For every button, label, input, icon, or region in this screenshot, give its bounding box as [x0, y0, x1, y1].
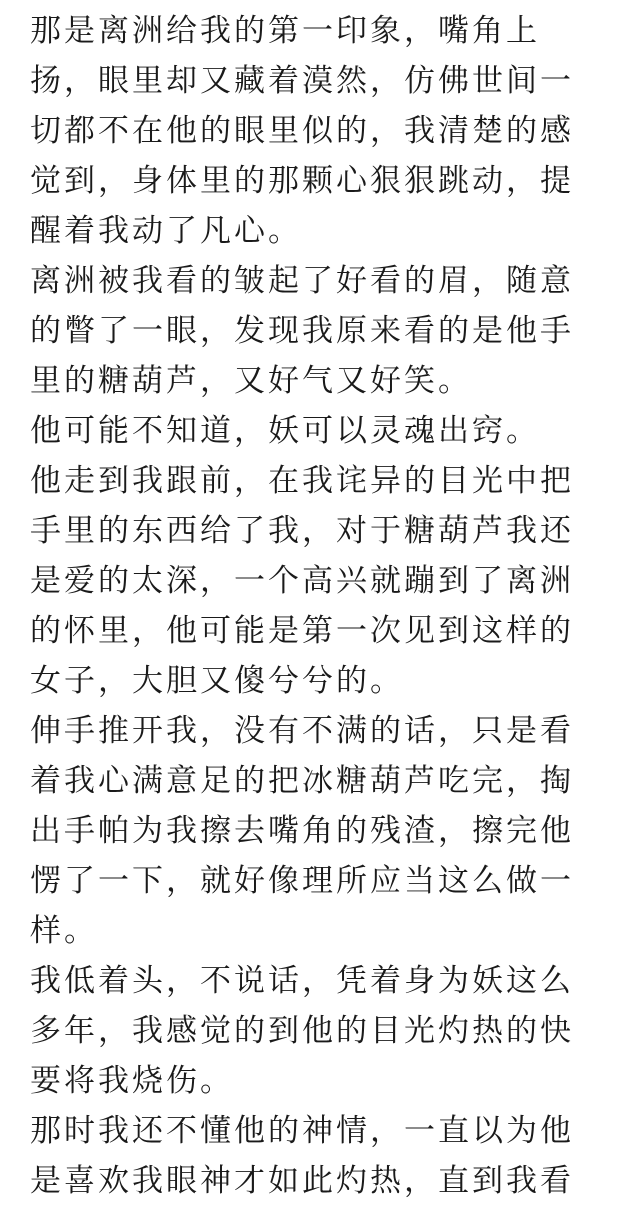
text-line: 多年，我感觉的到他的目光灼热的快 — [30, 1013, 574, 1049]
text-line: 的怀里，他可能是第一次见到这样的 — [30, 613, 574, 649]
text-line: 扬，眼里却又藏着漠然，仿佛世间一 — [30, 63, 574, 99]
text-line: 离洲被我看的皱起了好看的眉，随意 — [30, 263, 574, 299]
text-line: 我低着头，不说话，凭着身为妖这么 — [30, 963, 574, 999]
text-line: 着我心满意足的把冰糖葫芦吃完，掏 — [30, 763, 574, 799]
text-line: 里的糖葫芦，又好气又好笑。 — [30, 363, 472, 399]
text-line: 愣了一下，就好像理所应当这么做一 — [30, 863, 574, 899]
text-line: 出手帕为我擦去嘴角的残渣，擦完他 — [30, 813, 574, 849]
text-line: 他可能不知道，妖可以灵魂出窍。 — [30, 413, 540, 449]
text-line: 女子，大胆又傻兮兮的。 — [30, 663, 404, 699]
text-line: 要将我烧伤。 — [30, 1063, 234, 1099]
text-line: 手里的东西给了我，对于糖葫芦我还 — [30, 513, 574, 549]
text-line: 醒着我动了凡心。 — [30, 213, 302, 249]
text-line: 样。 — [30, 913, 98, 949]
text-line: 觉到，身体里的那颗心狠狠跳动，提 — [30, 163, 574, 199]
text-line: 那是离洲给我的第一印象，嘴角上 — [30, 13, 540, 49]
text-line: 是爱的太深，一个高兴就蹦到了离洲 — [30, 563, 574, 599]
text-line: 是喜欢我眼神才如此灼热，直到我看 — [30, 1163, 574, 1199]
text-line: 切都不在他的眼里似的，我清楚的感 — [30, 113, 574, 149]
text-line: 他走到我跟前，在我诧异的目光中把 — [30, 463, 574, 499]
text-line: 的瞥了一眼，发现我原来看的是他手 — [30, 313, 574, 349]
text-line: 伸手推开我，没有不满的话，只是看 — [30, 713, 574, 749]
text-line: 那时我还不懂他的神情，一直以为他 — [30, 1113, 574, 1149]
story-text — [30, 6, 620, 1206]
